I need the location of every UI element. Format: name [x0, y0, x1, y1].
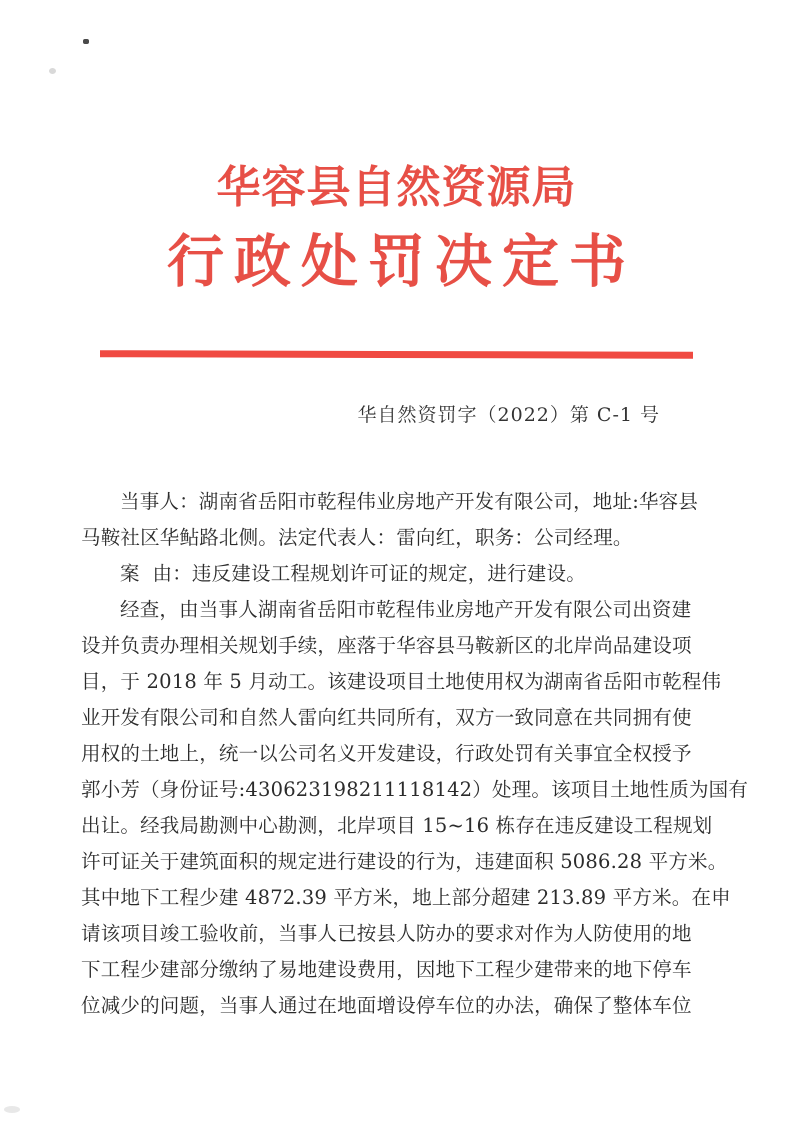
document-body — [81, 484, 749, 1024]
scan-speck — [83, 39, 89, 44]
body-line: 设并负责办理相关规划手续，座落于华容县马鞍新区的北岸尚品建设项 — [81, 634, 692, 657]
body-line: 业开发有限公司和自然人雷向红共同所有，双方一致同意在共同拥有使 — [81, 706, 692, 729]
body-line: 当事人：湖南省岳阳市乾程伟业房地产开发有限公司，地址:华容县 — [120, 490, 699, 513]
body-line: 许可证关于建筑面积的规定进行建设的行为，违建面积 5086.28 平方米。 — [81, 850, 728, 873]
organization-title: 华容县自然资源局 — [216, 162, 577, 213]
scan-speck — [4, 1106, 20, 1113]
body-line: 郭小芳（身份证号:430623198211118142）处理。该项目土地性质为国有 — [81, 778, 749, 801]
body-line: 案 由：违反建设工程规划许可证的规定，进行建设。 — [120, 562, 586, 585]
body-line: 出让。经我局勘测中心勘测，北岸项目 15~16 栋存在违反建设工程规划 — [81, 814, 713, 837]
document-number: 华自然资罚字（2022）第 C-1 号 — [357, 404, 660, 426]
body-line: 目，于 2018 年 5 月动工。该建设项目土地使用权为湖南省岳阳市乾程伟 — [81, 670, 722, 693]
body-line: 请该项目竣工验收前，当事人已按县人防办的要求对作为人防使用的地 — [81, 922, 692, 945]
document-title: 行政处罚决定书 — [167, 228, 636, 295]
body-line: 经查，由当事人湖南省岳阳市乾程伟业房地产开发有限公司出资建 — [120, 598, 692, 621]
body-line: 位减少的问题，当事人通过在地面增设停车位的办法，确保了整体车位 — [81, 994, 692, 1017]
body-line: 其中地下工程少建 4872.39 平方米，地上部分超建 213.89 平方米。在申 — [81, 886, 731, 909]
body-line: 用权的土地上，统一以公司名义开发建设，行政处罚有关事宜全权授予 — [81, 742, 692, 765]
body-line: 下工程少建部分缴纳了易地建设费用，因地下工程少建带来的地下停车 — [81, 958, 692, 981]
body-line: 马鞍社区华鲇路北侧。法定代表人：雷向红，职务：公司经理。 — [81, 526, 633, 549]
red-divider-rule — [100, 350, 693, 359]
scan-speck — [49, 68, 56, 74]
